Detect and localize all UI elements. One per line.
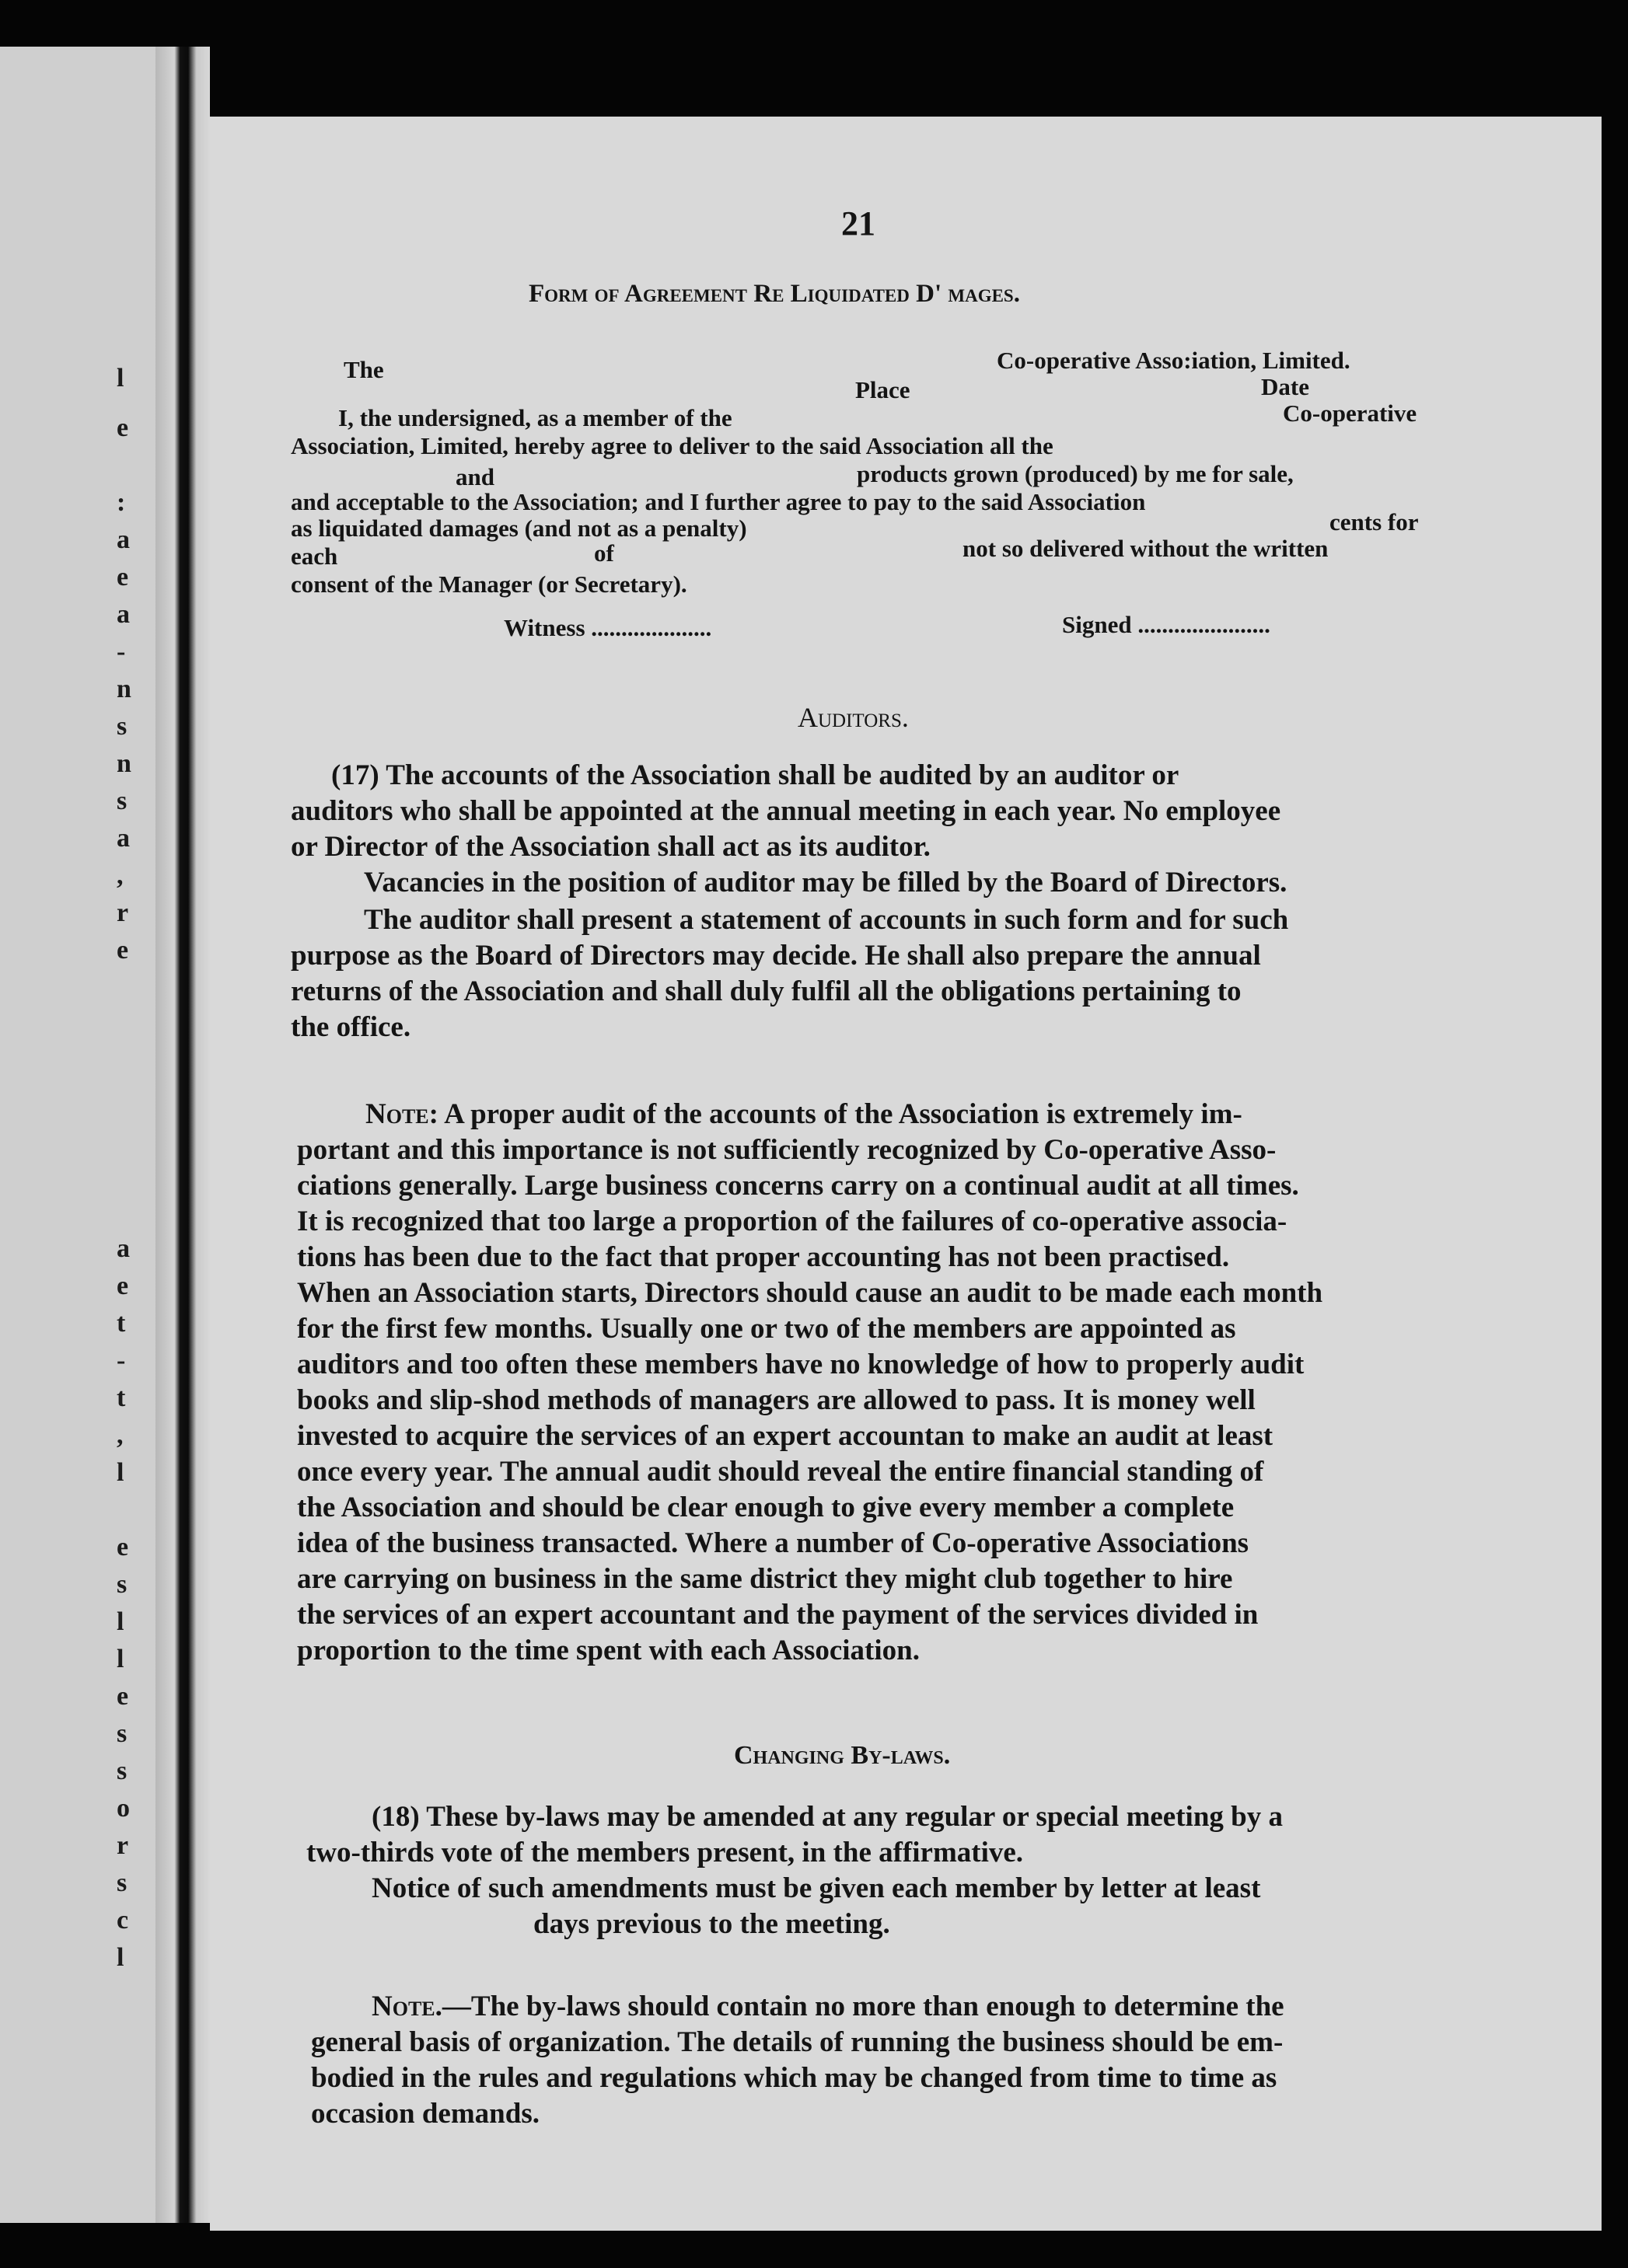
note-1-label: Note: (365, 1098, 438, 1130)
edge-letter: - (117, 1346, 126, 1375)
note-2-line-3: bodied in the rules and regulations which may be changed from time to time as (311, 2062, 1277, 2094)
document-page (210, 117, 1602, 2231)
left-page-edge (0, 47, 155, 2223)
edge-letter: r (117, 898, 129, 927)
edge-letter: o (117, 1794, 130, 1823)
bylaws-p18-line-1: (18) These by-laws may be amended at any regular or special meeting by a (372, 1801, 1283, 1833)
note-1-line-12: the Association and should be clear enough to give every member a complete (297, 1492, 1235, 1523)
form-place: Place (855, 376, 910, 403)
auditors-vacancies: Vacancies in the position of auditor may be filled by the Board of Directors. (364, 867, 1287, 898)
form-line-1-left: I, the undersigned, as a member of the (338, 404, 732, 431)
edge-letter: s (117, 1570, 128, 1599)
book-spine (155, 47, 210, 2223)
form-line-7: consent of the Manager (or Secretary). (291, 570, 687, 598)
form-line-5-right: cents for (1329, 508, 1419, 536)
auditors-p17-line-2: auditors who shall be appointed at the annual meeting in each year. No employee (291, 795, 1281, 827)
bylaws-p18-line-2: two-thirds vote of the members present, in the affirmative. (306, 1837, 1024, 1868)
auditors-present-line-4: the office. (291, 1011, 411, 1043)
signed-line: Signed ...................... (1062, 611, 1270, 638)
note-1-line-6: When an Association starts, Directors should cause an audit to be made each month (297, 1277, 1323, 1309)
note-2-text-1: —The by-laws should contain no more than enough to determine the (442, 1991, 1284, 2022)
form-association-name: Co-operative Asso:iation, Limited. (997, 347, 1350, 374)
note-2-line-1 (372, 1990, 1284, 2023)
edge-letter: l (117, 1645, 124, 1673)
edge-letter: a (117, 525, 130, 554)
form-line-3-left: and (456, 463, 494, 490)
auditors-heading: Auditors. (798, 702, 909, 733)
note-1-line-13: idea of the business transacted. Where a number of Co-operative Associations (297, 1527, 1249, 1559)
edge-letter: s (117, 712, 128, 741)
edge-letter: n (117, 675, 131, 703)
edge-letter: l (117, 364, 124, 393)
auditors-present-line-3: returns of the Association and shall duly fulfil all the obligations pertaining to (291, 975, 1242, 1007)
note-1-line-14: are carrying on business in the same district they might club together to hire (297, 1563, 1233, 1595)
bylaws-notice-line-2: days previous to the meeting. (533, 1908, 890, 1940)
note-1-line-1 (365, 1097, 1242, 1131)
edge-letter: , (117, 861, 124, 890)
edge-letter: t (117, 1309, 126, 1338)
note-1-line-10: invested to acquire the services of an expert accountan to make an audit at least (297, 1420, 1273, 1452)
form-line-6-a: each (291, 543, 338, 570)
edge-letter: e (117, 413, 129, 442)
note-1-line-7: for the first few months. Usually one or two of the members are appointed as (297, 1313, 1236, 1345)
bylaws-notice-line-1: Notice of such amendments must be given each member by letter at least (372, 1872, 1261, 1904)
edge-letter: s (117, 787, 128, 815)
edge-letter: t (117, 1383, 126, 1412)
edge-letter: s (117, 1868, 128, 1897)
edge-letter: c (117, 1906, 129, 1935)
edge-letter: s (117, 1719, 128, 1748)
edge-letter: l (117, 1458, 124, 1487)
note-1-line-15: the services of an expert accountant and the payment of the services divided in (297, 1599, 1259, 1631)
bylaws-heading: Changing By-laws. (734, 1741, 951, 1770)
edge-letter: , (117, 1421, 124, 1450)
note-1-line-9: books and slip-shod methods of managers are allowed to pass. It is money well (297, 1384, 1256, 1416)
page-number: 21 (841, 204, 875, 243)
edge-letter: - (117, 637, 126, 666)
auditors-present-line-2: purpose as the Board of Directors may decide. He shall also prepare the annual (291, 940, 1261, 972)
edge-letter: e (117, 563, 129, 591)
edge-letter: e (117, 1682, 129, 1711)
edge-letter: l (117, 1607, 124, 1636)
form-line-3-right: products grown (produced) by me for sale, (857, 460, 1294, 487)
note-2-line-2: general basis of organization. The details of running the business should be em- (311, 2026, 1284, 2058)
edge-letter: r (117, 1831, 129, 1860)
edge-letter: e (117, 1533, 129, 1561)
note-1-line-8: auditors and too often these members have no knowledge of how to properly audit (297, 1349, 1305, 1380)
edge-letter: a (117, 824, 130, 853)
form-line-5-left: as liquidated damages (and not as a penalty) (291, 515, 747, 542)
note-2-line-4: occasion demands. (311, 2098, 540, 2130)
auditors-p17-line-1: (17) The accounts of the Association shall be audited by an auditor or (331, 759, 1179, 791)
form-line-6-b: of (594, 539, 614, 567)
auditors-p17-line-3: or Director of the Association shall act as its auditor. (291, 831, 931, 863)
note-1-line-2: portant and this importance is not sufficiently recognized by Co-operative Asso- (297, 1134, 1277, 1166)
note-1-line-16: proportion to the time spent with each Association. (297, 1635, 920, 1666)
edge-letter: l (117, 1943, 124, 1972)
form-line-4: and acceptable to the Association; and I further agree to pay to the said Association (291, 488, 1146, 515)
note-2-label: Note. (372, 1991, 442, 2022)
note-1-text-1: A proper audit of the accounts of the Association is extremely im- (438, 1098, 1242, 1130)
edge-letter: : (117, 488, 126, 517)
note-1-line-11: once every year. The annual audit should reveal the entire financial standing of (297, 1456, 1264, 1488)
edge-letter: e (117, 936, 129, 965)
witness-line: Witness .................... (504, 614, 712, 641)
note-1-line-4: It is recognized that too large a proportion of the failures of co-operative associa- (297, 1206, 1287, 1237)
form-line-1-right: Co-operative (1283, 400, 1417, 427)
form-title: Form of Agreement Re Liquidated D' mages. (529, 280, 1020, 308)
form-line-6-c: not so delivered without the written (962, 535, 1329, 562)
edge-letter: n (117, 749, 131, 778)
form-date: Date (1261, 373, 1309, 400)
edge-letter: e (117, 1272, 129, 1300)
auditors-present-line-1: The auditor shall present a statement of accounts in such form and for such (364, 904, 1289, 936)
edge-letter: a (117, 600, 130, 629)
form-line-2: Association, Limited, hereby agree to deliver to the said Association all the (291, 432, 1053, 459)
edge-letter: s (117, 1757, 128, 1785)
edge-letter: a (117, 1234, 130, 1263)
note-1-line-3: ciations generally. Large business concerns carry on a continual audit at all times. (297, 1170, 1299, 1202)
form-the: The (344, 356, 384, 383)
note-1-line-5: tions has been due to the fact that proper accounting has not been practised. (297, 1241, 1230, 1273)
